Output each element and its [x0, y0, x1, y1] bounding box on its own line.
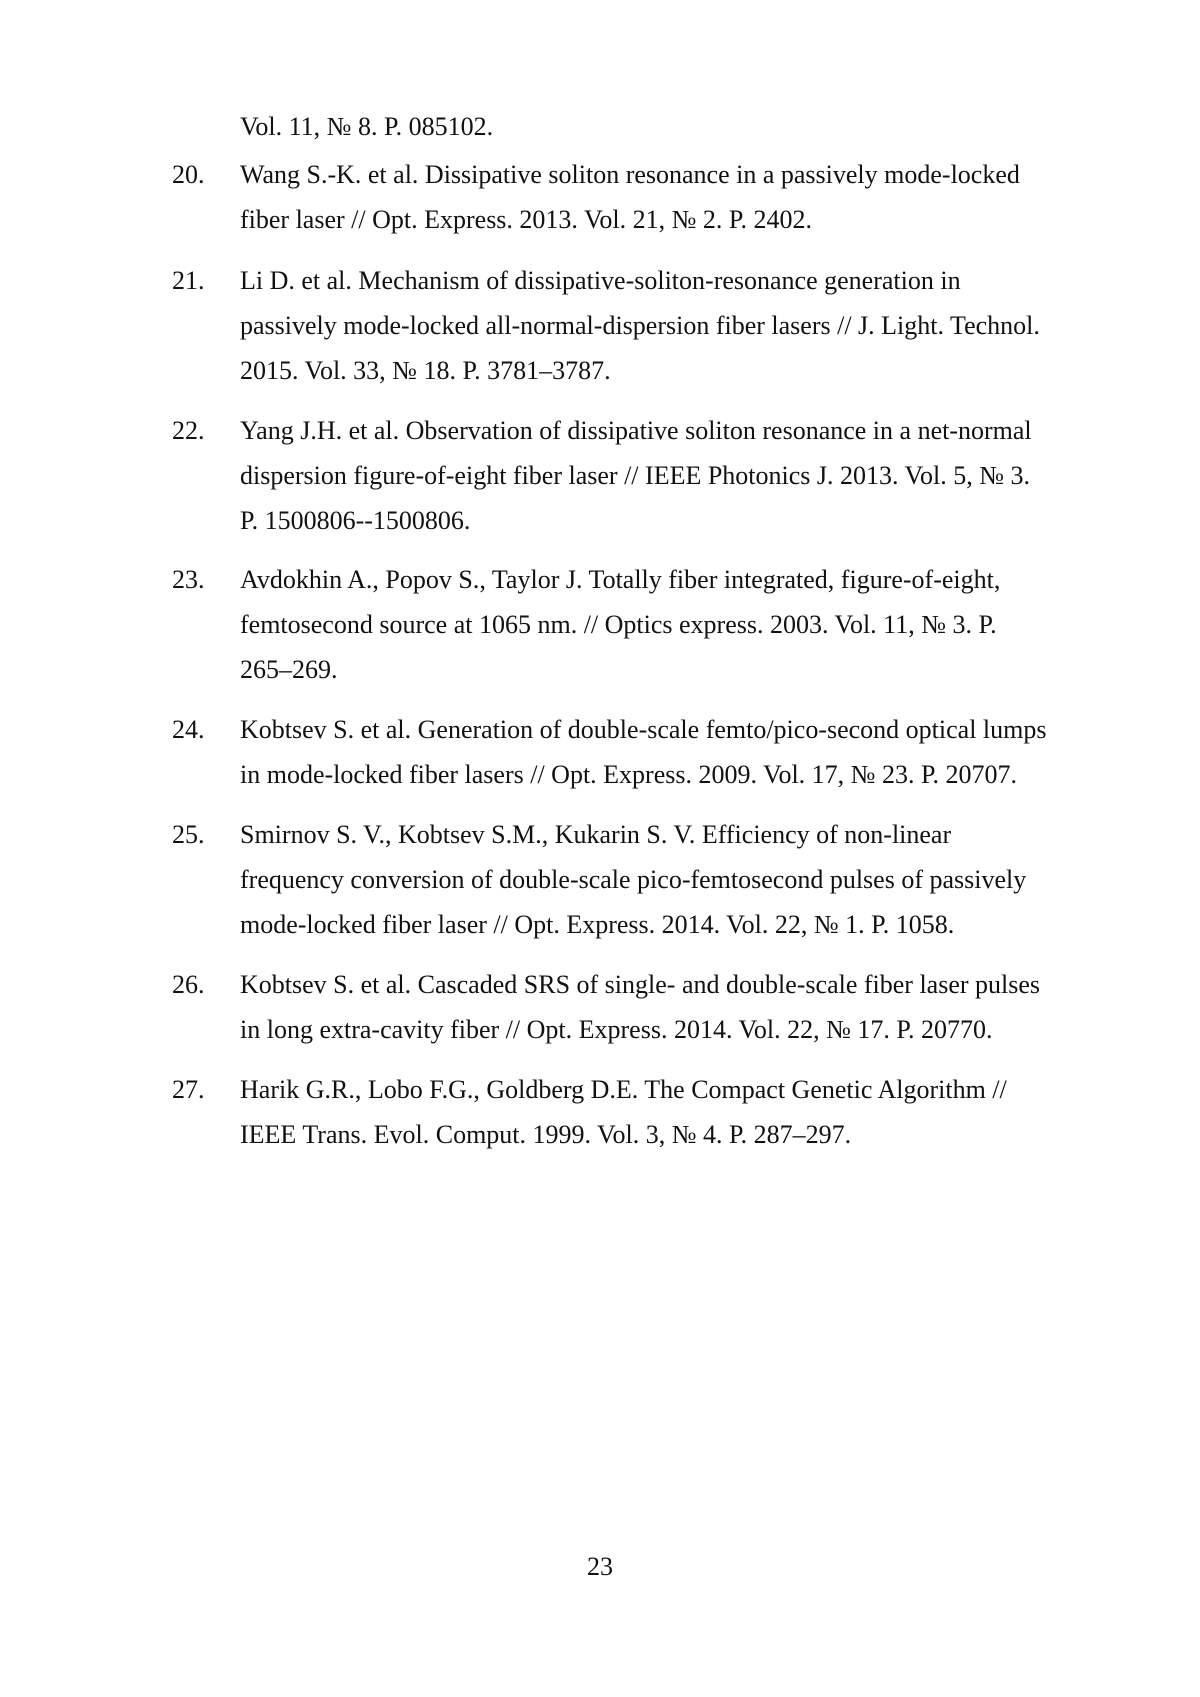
- reference-number: 25.: [172, 820, 205, 849]
- reference-number: 23.: [172, 565, 205, 594]
- reference-text-line: in mode-locked fiber lasers // Opt. Express. 2009. Vol. 17, № 23. P. 20707.: [240, 760, 1018, 789]
- reference-text-line: Kobtsev S. et al. Cascaded SRS of single- and double-scale fiber laser pulses: [240, 970, 1041, 999]
- reference-number: 22.: [172, 416, 205, 445]
- reference-number: 27.: [172, 1075, 205, 1104]
- page-number: 23: [587, 1552, 613, 1581]
- reference-text-line: Smirnov S. V., Kobtsev S.M., Kukarin S. V. Efficiency of non-linear: [240, 820, 952, 849]
- reference-text-line: 2015. Vol. 33, № 18. P. 3781–3787.: [240, 356, 611, 385]
- reference-text-line: Harik G.R., Lobo F.G., Goldberg D.E. The Compact Genetic Algorithm //: [240, 1075, 1007, 1104]
- reference-text-line: P. 1500806--1500806.: [240, 506, 471, 535]
- reference-text-line: Yang J.H. et al. Observation of dissipative soliton resonance in a net-normal: [240, 416, 1032, 445]
- reference-text-line: Wang S.-K. et al. Dissipative soliton resonance in a passively mode-locked: [240, 160, 1020, 189]
- reference-text-line: fiber laser // Opt. Express. 2013. Vol. 21, № 2. P. 2402.: [240, 205, 812, 234]
- reference-number: 24.: [172, 715, 205, 744]
- reference-text-line: in long extra-cavity fiber // Opt. Express. 2014. Vol. 22, № 17. P. 20770.: [240, 1015, 993, 1044]
- reference-text-line: passively mode-locked all-normal-dispersion fiber lasers // J. Light. Technol.: [240, 311, 1040, 340]
- reference-text-line: femtosecond source at 1065 nm. // Optics express. 2003. Vol. 11, № 3. P.: [240, 610, 997, 639]
- reference-text-line: Li D. et al. Mechanism of dissipative-soliton-resonance generation in: [240, 266, 961, 295]
- reference-text-line: Avdokhin A., Popov S., Taylor J. Totally fiber integrated, figure-of-eight,: [240, 565, 1001, 594]
- reference-text-line: 265–269.: [240, 655, 338, 684]
- reference-text-line: IEEE Trans. Evol. Comput. 1999. Vol. 3, № 4. P. 287–297.: [240, 1120, 852, 1149]
- reference-number: 26.: [172, 970, 205, 999]
- reference-number: 20.: [172, 160, 205, 189]
- reference-text-line: Kobtsev S. et al. Generation of double-scale femto/pico-second optical lumps: [240, 715, 1047, 744]
- reference-number: 21.: [172, 266, 205, 295]
- reference-text-line: frequency conversion of double-scale pico-femtosecond pulses of passively: [240, 865, 1027, 894]
- reference-text-line: mode-locked fiber laser // Opt. Express. 2014. Vol. 22, № 1. P. 1058.: [240, 910, 955, 939]
- reference-continuation: Vol. 11, № 8. P. 085102.: [240, 112, 494, 141]
- reference-text-line: dispersion figure-of-eight fiber laser // IEEE Photonics J. 2013. Vol. 5, № 3.: [240, 461, 1031, 490]
